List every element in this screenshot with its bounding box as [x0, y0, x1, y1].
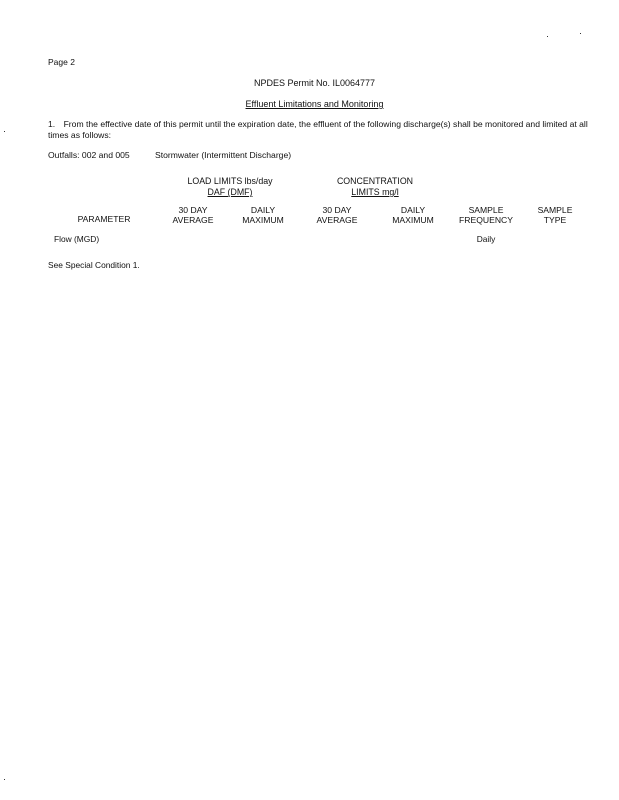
header-line: TYPE	[543, 215, 567, 225]
paragraph-1	[48, 119, 588, 141]
load-limits-line1: LOAD LIMITS lbs/day	[187, 176, 273, 186]
column-header-load-daily-maximum	[233, 205, 293, 225]
scan-mark	[580, 33, 581, 34]
scan-mark	[547, 36, 548, 37]
section-title	[0, 99, 619, 109]
header-line: MAXIMUM	[242, 215, 284, 225]
table-row-parameter: Flow (MGD)	[54, 234, 100, 244]
table-row-sample-frequency: Daily	[476, 234, 496, 244]
outfalls-description: Stormwater (Intermittent Discharge)	[155, 150, 292, 160]
header-line: AVERAGE	[316, 215, 358, 225]
scan-mark	[4, 779, 5, 780]
header-line: SAMPLE	[468, 205, 504, 215]
concentration-group-header	[316, 176, 434, 198]
column-header-sample-type	[527, 205, 583, 225]
special-condition-note: See Special Condition 1.	[48, 260, 140, 270]
column-header-sample-frequency	[450, 205, 522, 225]
header-line: 30 DAY	[322, 205, 352, 215]
load-limits-group-header	[170, 176, 290, 198]
outfalls-label: Outfalls: 002 and 005	[48, 150, 130, 160]
header-line: AVERAGE	[172, 215, 214, 225]
header-line: 30 DAY	[178, 205, 208, 215]
paragraph-number: 1.	[48, 119, 56, 129]
concentration-line2: LIMITS mg/l	[351, 187, 399, 197]
permit-number: NPDES Permit No. IL0064777	[253, 78, 376, 88]
header-line: MAXIMUM	[392, 215, 434, 225]
paragraph-text: From the effective date of this permit until the expiration date, the effluent of the following discharge(s) shall be monitored and limited at all times as follows:	[48, 119, 588, 140]
concentration-line1: CONCENTRATION	[336, 176, 414, 186]
column-header-parameter: PARAMETER	[77, 214, 131, 224]
column-header-conc-daily-maximum	[383, 205, 443, 225]
column-header-conc-30-day-average	[307, 205, 367, 225]
header-line: FREQUENCY	[459, 215, 513, 225]
section-title-text: Effluent Limitations and Monitoring	[245, 99, 384, 109]
header-line: DAILY	[400, 205, 426, 215]
header-line: SAMPLE	[537, 205, 573, 215]
header-line: DAILY	[250, 205, 276, 215]
scan-mark	[4, 131, 5, 132]
column-header-load-30-day-average	[163, 205, 223, 225]
page-number: Page 2	[48, 57, 75, 67]
load-limits-line2: DAF (DMF)	[207, 187, 253, 197]
